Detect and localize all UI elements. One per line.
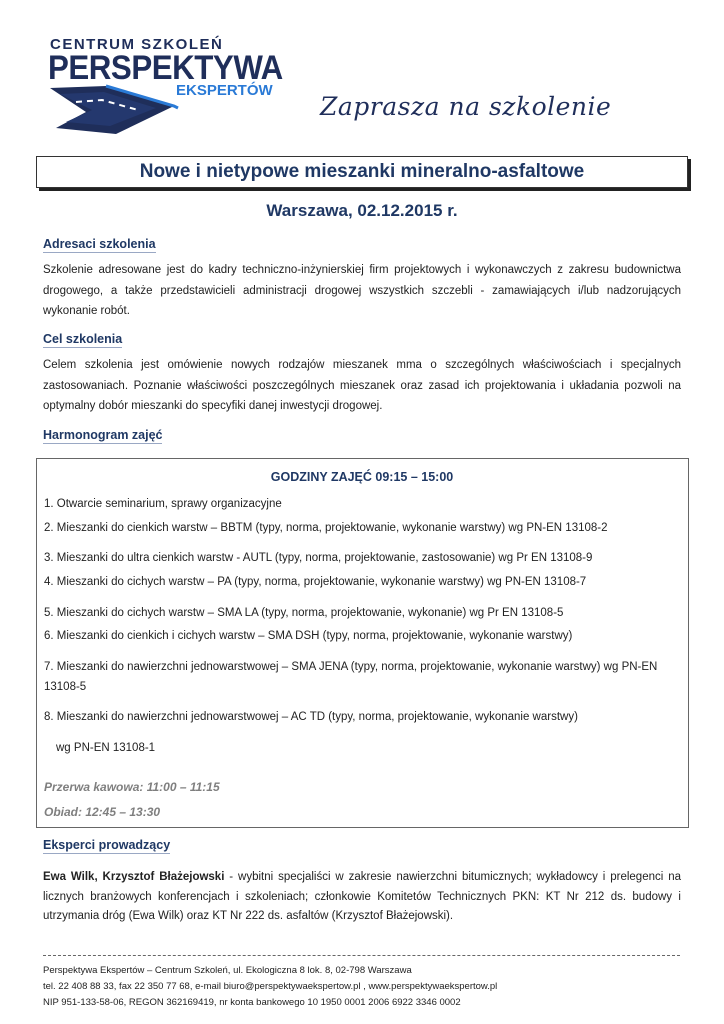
footer-registry: NIP 951-133-58-06, REGON 362169419, nr konta bankowego 10 1950 0001 2006 6922 3346 0002 [43, 997, 461, 1008]
schedule-item: 3. Mieszanki do ultra cienkich warstw - AUTL (typy, norma, projektowanie, zastosowanie) wg Pr EN 13108-9 [44, 552, 593, 564]
experts-names: Ewa Wilk, Krzysztof Błażejowski [43, 871, 225, 883]
invite-text: Zaprasza na szkolenie [320, 92, 612, 121]
schedule-item: 1. Otwarcie seminarium, sprawy organizacyjne [44, 498, 282, 510]
lunch-break: Obiad: 12:45 – 13:30 [44, 805, 161, 819]
footer-divider [43, 955, 680, 956]
logo-main-text: PERSPEKTYWA [48, 49, 283, 87]
logo-sub-text: EKSPERTÓW [176, 82, 273, 99]
experts-text [43, 868, 681, 927]
coffee-break: Przerwa kawowa: 11:00 – 11:15 [44, 780, 220, 794]
schedule-item: wg PN-EN 13108-1 [56, 742, 156, 754]
title-box [36, 156, 688, 188]
logo-road-icon [46, 82, 186, 138]
schedule-item: 6. Mieszanki do cienkich i cichych warstw – SMA DSH (typy, norma, projektowanie, wykonanie warstwy) [44, 630, 573, 642]
logo-top-text: CENTRUM SZKOLEŃ [50, 36, 224, 53]
heading-eksperci: Eksperci prowadzący [43, 838, 171, 852]
schedule-item: 7. Mieszanki do nawierzchni jednowarstwowej – SMA JENA (typy, norma, projektowanie, wykonanie warstwy) wg PN-EN 13108-5 [44, 661, 658, 693]
cel-text: Celem szkolenia jest omówienie nowych rodzajów mieszanek mma o szczególnych właściwościach i specjalnych zastosowaniach. Poznanie właściwości poszczególnych mieszanek oraz zasad ich projektowania i układania pozwoli na optymalny dobór mieszanki do specyfiki danej inwestycji drogowej. [43, 359, 681, 412]
adresaci-text: Szkolenie adresowane jest do kadry techniczno-inżynierskiej firm projektowych i wykonawczych z zakresu budownictwa drogowego, a także przedstawicieli administracji drogowej wszystkich szczebli - zamawiających i/lub nadzorujących wykonanie robót. [43, 264, 681, 317]
schedule-hours: GODZINY ZAJĘĆ 09:15 – 15:00 [270, 470, 454, 484]
footer-address: Perspektywa Ekspertów – Centrum Szkoleń, ul. Ekologiczna 8 lok. 8, 02-798 Warszawa [43, 965, 412, 976]
footer-contact: tel. 22 408 88 33, fax 22 350 77 68, e-mail biuro@perspektywaekspertow.pl , www.perspektywaekspertow.pl [43, 981, 498, 992]
schedule-item: 2. Mieszanki do cienkich warstw – BBTM (typy, norma, projektowanie, wykonanie warstwy) wg PN-EN 13108-2 [44, 522, 608, 534]
page-title: Nowe i nietypowe mieszanki mineralno-asfaltowe [139, 161, 585, 182]
event-date: Warszawa, 02.12.2015 r. [266, 201, 458, 220]
heading-cel: Cel szkolenia [43, 332, 123, 346]
experts-description: - wybitni specjaliści w zakresie nawierzchni bitumicznych; wykładowcy i prelegenci na licznych branżowych konferencjach i szkoleniach; członkowie Komitetów Technicznych PKN: KT Nr 212 ds. budowy i utrzymania dróg (Ewa Wilk) oraz KT Nr 222 ds. asfaltów (Krzysztof Błażejowski). [43, 871, 681, 922]
schedule-item: 5. Mieszanki do cichych warstw – SMA LA (typy, norma, projektowanie, wykonanie) wg Pr EN 13108-5 [44, 607, 564, 619]
schedule-item: 8. Mieszanki do nawierzchni jednowarstwowej – AC TD (typy, norma, projektowanie, wykonanie warstwy) [44, 711, 578, 723]
schedule-item: 4. Mieszanki do cichych warstw – PA (typy, norma, projektowanie, wykonanie warstwy) wg PN-EN 13108-7 [44, 576, 587, 588]
heading-adresaci: Adresaci szkolenia [43, 237, 156, 251]
heading-harmonogram: Harmonogram zajęć [43, 428, 163, 442]
